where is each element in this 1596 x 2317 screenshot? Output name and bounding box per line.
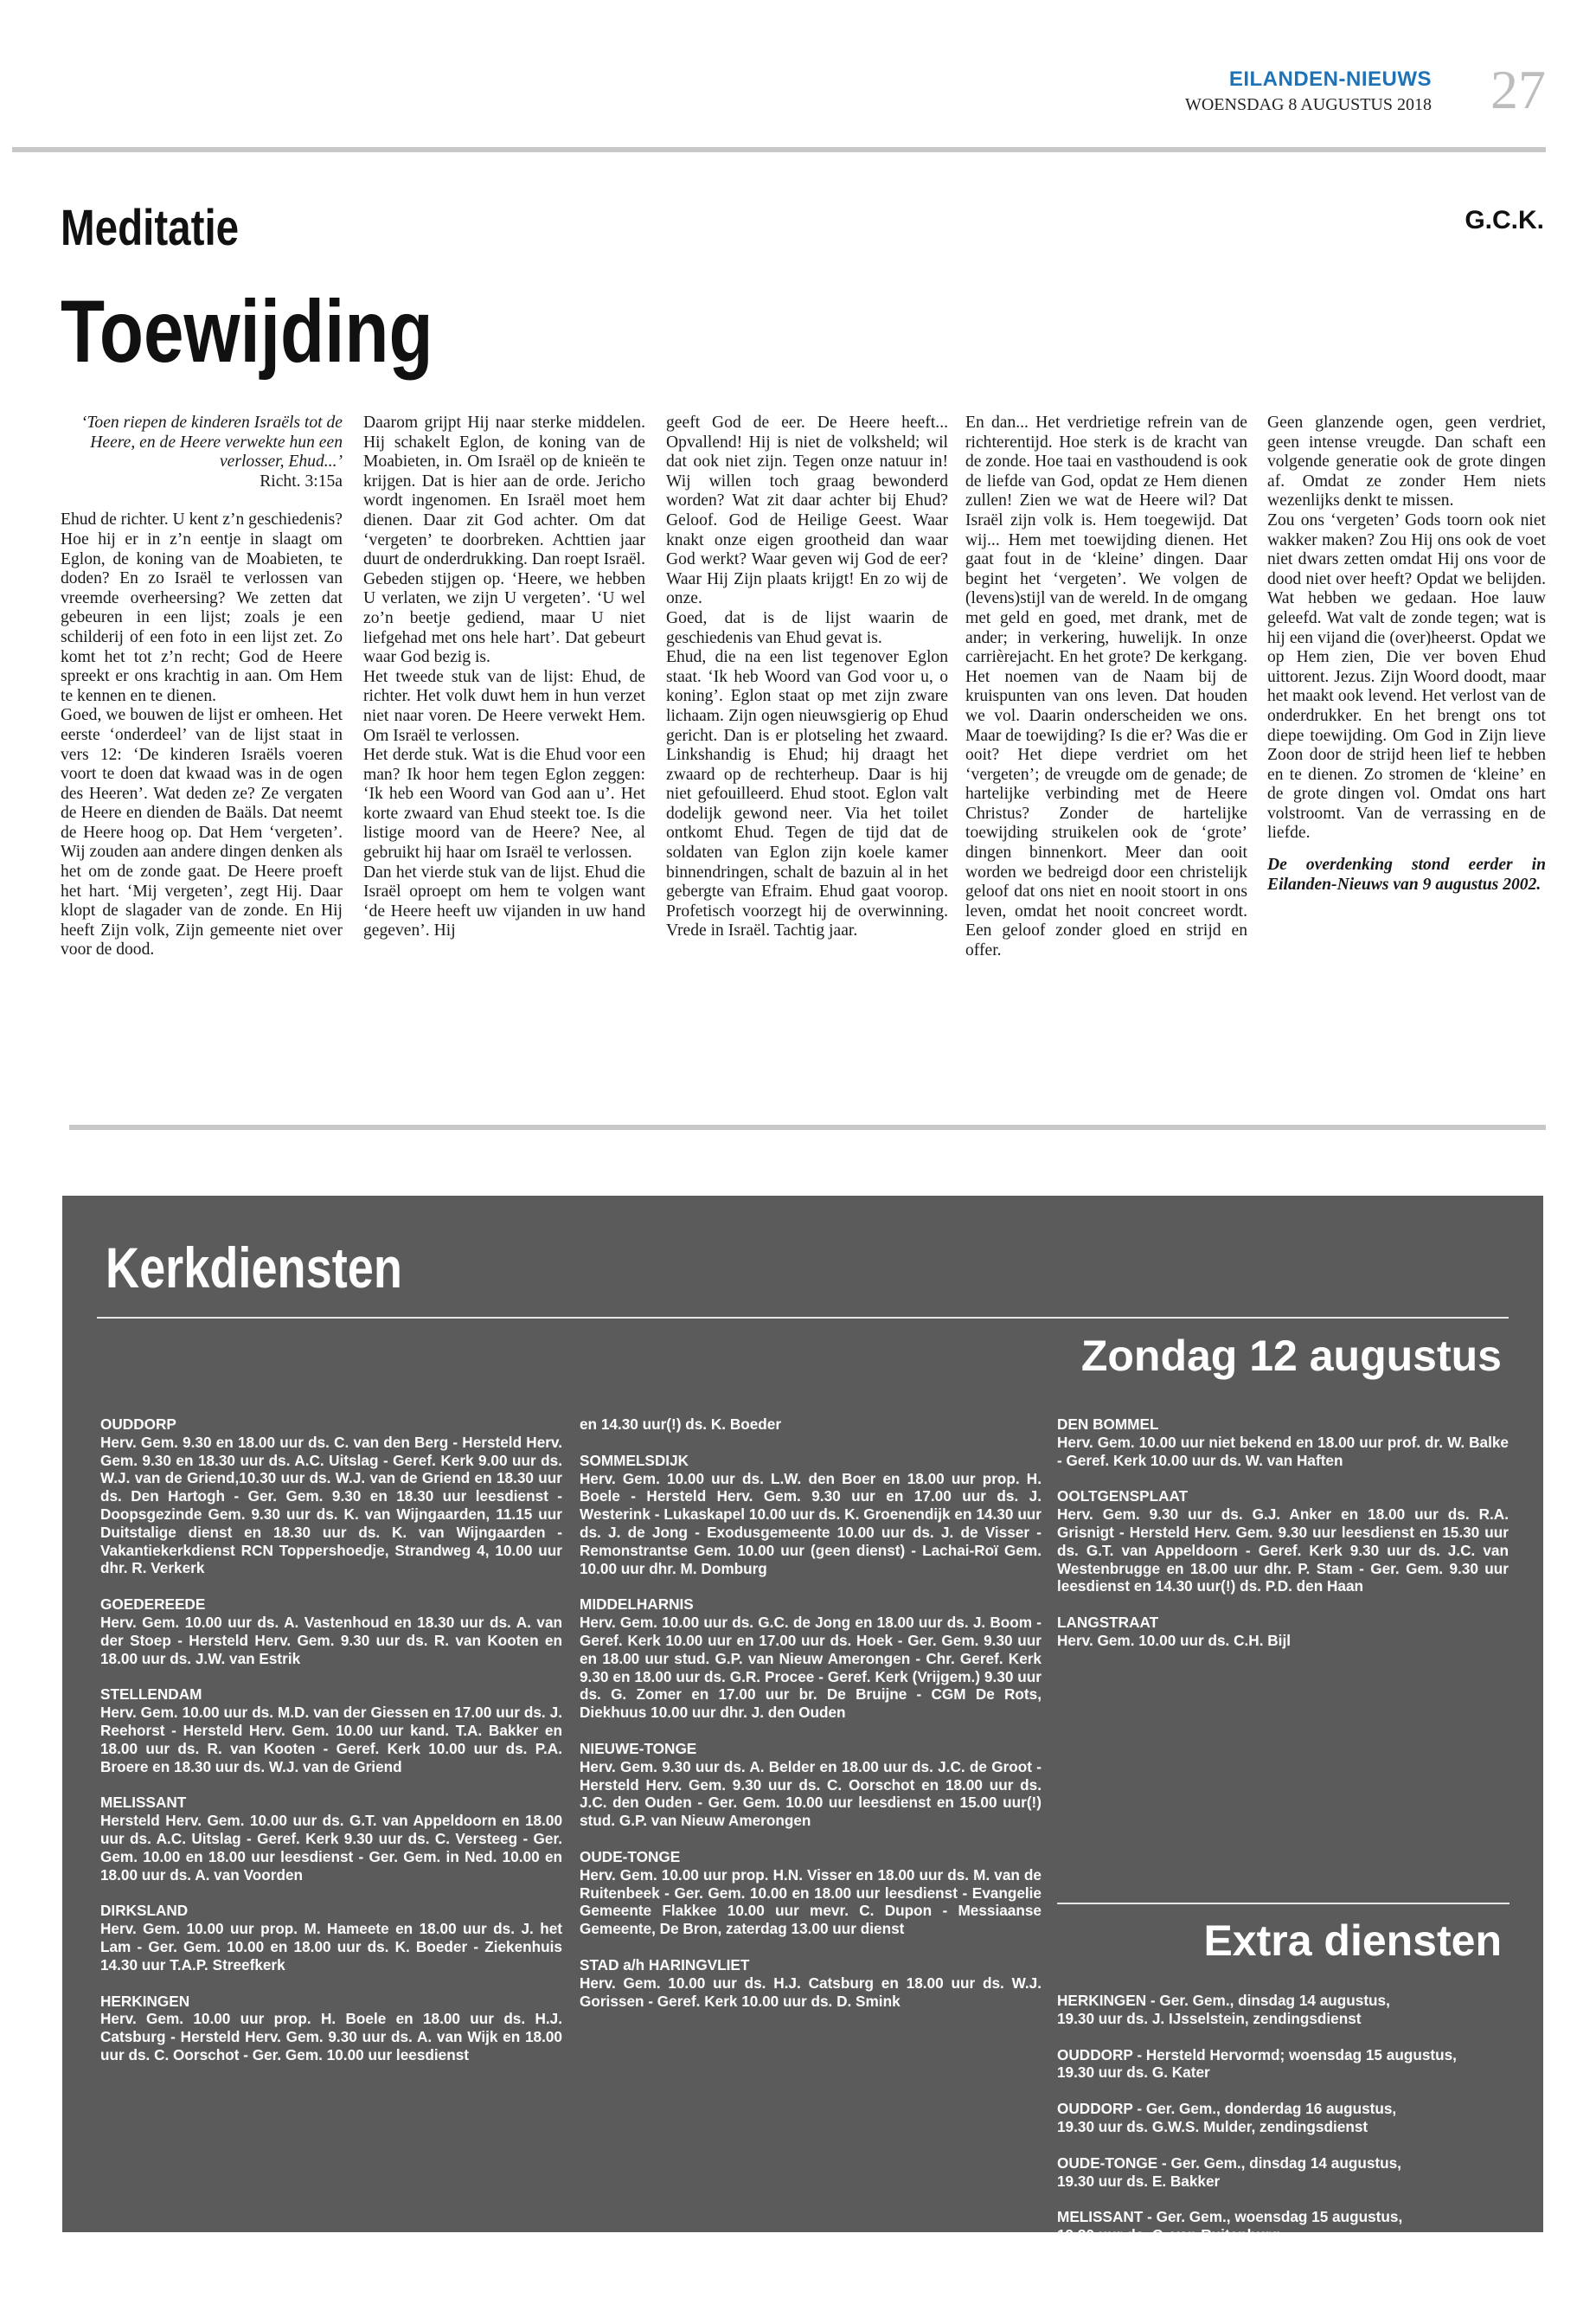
church-services-box — [62, 1196, 1543, 2298]
extra-service-line: OUDE-TONGE - Ger. Gem., dinsdag 14 augustus, — [1057, 2153, 1401, 2172]
place-name: SOMMELSDIJK — [580, 1451, 689, 1469]
article-column-1 — [61, 414, 343, 960]
service-entry — [100, 1993, 562, 2064]
place-name: LANGSTRAAT — [1057, 1614, 1159, 1632]
service-details: Herv. Gem. 9.30 uur ds. G.J. Anker en 18.00 uur ds. R.A. Grisnigt - Hersteld Herv. Gem. 9.30 uur leesdienst en 15.30 uur ds. G.T. van Appeldoorn - Geref. Kerk 9.30 uur ds. J.C. van Westenbrugge en 18.00 uur dhr. P. Stam - Ger. Gem. 9.30 uur leesdienst en 14.30 uur(!) ds. P.D. den Haan — [1057, 1505, 1509, 1595]
place-name: STAD a/h HARINGVLIET — [580, 1955, 750, 1974]
extra-service-line: HERKINGEN - Ger. Gem., dinsdag 14 augustus, — [1057, 1992, 1390, 2009]
service-entry — [100, 1902, 562, 1974]
article-column-5 — [1267, 414, 1546, 895]
section-rubric: Meditatie — [61, 200, 240, 256]
extra-service-line: 19.30 uur ds. G. Kater — [1057, 2063, 1210, 2082]
issue-date: WOENSDAG 8 AUGUSTUS 2018 — [1184, 95, 1432, 114]
extra-service-entry — [1057, 2100, 1509, 2136]
service-details: Herv. Gem. 9.30 en 18.00 uur ds. C. van den Berg - Hersteld Herv. Gem. 9.30 en 18.30 uur ds. A.C. Uitslag - Geref. Kerk 9.00 uur ds. W.J. van de Griend,10.30 uur ds. W.J. van de Griend en 18.30 uur ds. Den Hartogh - Ger. Gem. 9.30 en 18.30 uur leesdienst - Doopsgezinde Gem. 9.30 uur ds. K. van Wijngaarden, 11.15 uur Duitstalige dienst en 18.30 uur ds. K. van Wijngaarden - Vakantiekerkdienst RCN Toppershoedje, Strandweg 4, 10.00 uur dhr. R. Verkerk — [100, 1433, 562, 1577]
service-details: en 14.30 uur(!) ds. K. Boeder — [580, 1415, 782, 1433]
service-entry — [580, 1848, 1042, 1938]
place-name: NIEUWE-TONGE — [580, 1739, 697, 1757]
paragraph: Het tweede stuk van de lijst: Ehud, de richter. Het volk duwt hem in hun verzet niet naar voren. De Heere verwekt Hem. Om Israël te verlossen. — [363, 667, 645, 745]
place-name: HERKINGEN — [100, 1992, 190, 2010]
service-details: Herv. Gem. 10.00 uur ds. L.W. den Boer en 18.00 uur prop. H. Boele - Hersteld Herv. Gem. 9.30 uur en 17.00 uur ds. J. Westerink - Lukaskapel 10.00 uur ds. K. Groenendijk en 14.30 uur ds. J. de Jong - Exodusgemeente 10.00 uur ds. J. de Visser - Remonstrantse Gem. 10.00 uur (geen dienst) - Lachai-Roï Gem. 10.00 uur dhr. M. Domburg — [580, 1469, 1042, 1577]
service-details: Herv. Gem. 9.30 uur ds. A. Belder en 18.00 uur ds. J.C. de Groot - Hersteld Herv. Gem. 9.30 uur ds. C. Oorschot en 18.00 uur ds. J.C. den Ouden - Ger. Gem. 10.00 uur leesdienst en 15.00 uur(!) stud. G.P. van Nieuw Amerongen — [580, 1757, 1042, 1830]
service-details: Herv. Gem. 10.00 uur prop. H. Boele en 18.00 uur ds. H.J. Catsburg - Hersteld Herv. Gem. 9.30 uur ds. A. van Wijk en 18.00 uur ds. C. Oorschot - Ger. Gem. 10.00 uur leesdienst — [100, 2010, 562, 2063]
service-entry — [1057, 1415, 1509, 1469]
paragraph: Ehud de richter. U kent z’n geschiedenis? Hoe hij er in z’n eentje in slaagt om Eglon, de koning van de Moabieten, te doden? En zo Israël te verlossen van vreemde overheersing? We zetten dat gebeuren in een lijst; zoals je een schilderij of een foto in een lijst zet. Zo komt het tot z’n recht; God de Heere spreekt er ons krachtig in aan. Om Hem te kennen en te dienen. — [61, 510, 343, 705]
bible-quote: ‘Toen riepen de kinderen Israëls tot de Heere, en de Heere verwekte hun een verlosser, Ehud...’ — [80, 414, 343, 472]
extra-service-line: 19.30 uur ds. G.W.S. Mulder, zendingsdienst — [1057, 2117, 1368, 2135]
article-column-2 — [363, 414, 645, 941]
paragraph: Goed, dat is de lijst waarin de geschiedenis van Ehud gevat is. — [666, 608, 948, 647]
place-name: DIRKSLAND — [100, 1902, 189, 1920]
service-details: Hersteld Herv. Gem. 10.00 uur ds. G.T. van Appeldoorn en 18.00 uur ds. A.C. Uitslag - Geref. Kerk 9.30 uur ds. C. Versteeg - Ger. Gem. 10.00 en 18.00 uur leesdienst - Ger. Gem. in Ned. 10.00 en 18.00 uur ds. A. van Voorden — [100, 1812, 562, 1884]
sunday-date-heading: Zondag 12 augustus — [1080, 1332, 1502, 1380]
service-entry — [1057, 1614, 1509, 1650]
extra-service-entry — [1057, 2154, 1509, 2191]
section-divider — [69, 1125, 1546, 1130]
extra-rule — [1057, 1903, 1509, 1904]
service-entry — [580, 1452, 1042, 1578]
service-details: Herv. Gem. 10.00 uur ds. C.H. Bijl — [1057, 1631, 1291, 1649]
extra-service-line: MIDDELHARNIS - Ger. Gem., woensdag 15 augustus, — [1057, 2262, 1431, 2280]
service-details: Herv. Gem. 10.00 uur ds. M.D. van der Giessen en 17.00 uur ds. J. Reehorst - Hersteld Herv. Gem. 10.00 uur kand. T.A. Bakker en 18.00 uur ds. R. van Kooten - Geref. Kerk 10.00 uur ds. P.A. Broere en 18.30 uur ds. W.J. van de Griend — [100, 1704, 562, 1775]
service-details: Herv. Gem. 10.00 uur ds. H.J. Catsburg en 18.00 uur ds. W.J. Gorissen - Geref. Kerk 10.00 uur ds. D. Smink — [580, 1974, 1042, 2010]
paragraph: Goed, we bouwen de lijst er omheen. Het eerste ‘onderdeel’ van de lijst staat in vers 12: ‘De kinderen Israëls voeren voort te doen dat kwaad was in de ogen des Heeren’. Wat deden ze? Ze vergaten de Heere en dienden de Baäls. Dat neemt de Heere hoog op. Dat Hem ‘vergeten’. Wij zouden aan andere dingen denken als het om de zonde gaat. De Heere proeft het hart. ‘Mij vergeten’, zegt Hij. Daar klopt de slagader van de zonde. En Hij heeft Zijn volk, Zijn gemeente niet over voor de dood. — [61, 706, 343, 960]
article-column-4 — [965, 414, 1247, 961]
extra-service-entry — [1057, 1992, 1509, 2028]
article-footnote: De overdenking stond eerder in Eilanden-Nieuws van 9 augustus 2002. — [1267, 856, 1546, 894]
paragraph: geeft God de eer. De Heere heeft... Opvallend! Hij is niet de volksheld; wil dat ook niet zijn. Tegen onze natuur in! Wij willen toch graag bewonderd worden? Wat zit daar achter bij Ehud? Geloof. God de Heilige Geest. Waar knakt onze eigen grootheid dan waar God werkt? Waar geven wij God de eer? Waar Hij Zijn plaats krijgt! En zo wij de onze. — [666, 414, 948, 608]
place-name: MIDDELHARNIS — [580, 1595, 694, 1614]
place-name: DEN BOMMEL — [1057, 1415, 1159, 1433]
paragraph: Het derde stuk. Wat is die Ehud voor een man? Ik hoor hem tegen Eglon zeggen: ‘Ik heb een Woord van God aan u’. Het korte zwaard van Ehud steekt toe. Is die listige moord van de Heere? Nee, al gebruikt hij haar om Israël te verlossen. — [363, 746, 645, 863]
services-column-2 — [580, 1415, 1042, 2028]
service-entry — [580, 1740, 1042, 1830]
service-entry — [100, 1685, 562, 1775]
service-entry — [100, 1595, 562, 1667]
extra-service-entry — [1057, 2262, 1509, 2299]
newspaper-logo: EILANDEN-NIEUWS — [1228, 67, 1432, 91]
place-name: OOLTGENSPLAAT — [1057, 1487, 1189, 1505]
page-number: 27 — [1490, 59, 1546, 120]
service-details: Herv. Gem. 10.00 uur prop. M. Hameete en 18.00 uur ds. J. het Lam - Ger. Gem. 10.00 en 18.00 uur ds. K. Boeder - Ziekenhuis 14.30 uur T.A.P. Streefkerk — [100, 1920, 562, 1974]
place-name: MELISSANT — [100, 1794, 187, 1812]
services-column-3 — [1057, 1415, 1509, 1668]
service-details: Herv. Gem. 10.00 uur ds. A. Vastenhoud en 18.30 uur ds. A. van der Stoep - Hersteld Herv. Gem. 9.30 uur ds. R. van Kooten en 18.00 uur ds. J.W. van Estrik — [100, 1613, 562, 1667]
extra-service-line: MELISSANT - Ger. Gem., woensdag 15 augustus, — [1057, 2208, 1403, 2226]
extra-service-line: OUDDORP - Hersteld Hervormd; woensdag 15 augustus, — [1057, 2045, 1457, 2063]
extra-service-line: 19.30 uur ds. C. van Ruitenburg — [1057, 2226, 1280, 2244]
paragraph: Daarom grijpt Hij naar sterke middelen. Hij schakelt Eglon, de koning van de Moabieten, in. Om Israël op de knieën te krijgen. Dat is hier aan de orde. Jericho wordt ingenomen. En Israël moet hem dienen. Daar zit God achter. Om dat ‘vergeten’ te doorbreken. Achttien jaar duurt de onderdrukking. Dan roept Israël. Gebeden stijgen op. ‘Heere, we hebben U verlaten, we zijn U vergeten’. ‘U wel zo’n beetje gediend, maar U niet liefgehad met ons hele hart’. Dat gebeurt waar God bezig is. — [363, 414, 645, 667]
paragraph: En dan... Het verdrietige refrein van de richterentijd. Hoe sterk is de kracht van de zonde. Hoe taai en vasthoudend is ook de liefde van God, opdat ze Hem dienen zullen! Zien we wat de Heere wil? Dat Israël zijn volk is. Hem toegewijd. Dat wij... Hem met toewijding dienen. Het gaat fout in de ‘kleine’ dingen. Daar begint het ‘vergeten’. We volgen de (levens)stijl van de wereld. In de omgang met geld en goed, met drank, met de ander; in verkering, huwelijk. In onze carrièrejacht. En het grote? De kerkgang. Het noemen van de Naam bij de kruispunten van ons leven. Dat houden we vol. Daarin onderscheiden we ons. Maar de toewijding? Is die er? Was die er ooit? Het diepe verdriet om het ‘vergeten’; de vreugde om de genade; de hartelijke verbinding met de Heere Christus? Zonder de hartelijke toewijding struikelen ook de ‘grote’ dingen binnenkort. Meer dan ooit worden we bedreigd door een christelijk geloof dat ons niet en nooit stoort in ons leven, omdat het nooit concreet wordt. Een geloof zonder gloed en strijd en offer. — [965, 414, 1247, 960]
extra-service-line: 19.30 uur ds. H. Hofman — [1057, 2280, 1227, 2298]
service-details: Herv. Gem. 10.00 uur prop. H.N. Visser en 18.00 uur ds. M. van de Ruitenbeek - Ger. Gem. 10.00 en 18.00 uur leesdienst - Evangelie Gemeente Flakkee 10.00 uur mevr. C. Dupon - Messiaanse Gemeente, De Bron, zaterdag 13.00 uur dienst — [580, 1865, 1042, 1938]
place-name: STELLENDAM — [100, 1685, 202, 1704]
extra-service-line: 19.30 uur ds. E. Bakker — [1057, 2172, 1221, 2190]
service-entry — [100, 1415, 562, 1577]
place-name: GOEDEREEDE — [100, 1595, 206, 1614]
paragraph: Zou ons ‘vergeten’ Gods toorn ook niet wakker maken? Zou Hij ons ook de voet niet dwars zetten omdat Hij ons voor de dood niet over heeft? Opdat we belijden. Wat hebben we gedaan. Hoe lauw geleefd. Wat valt de zonde tegen; wat is hij een vijand die (over)heerst. Opdat we op Hem zien, Die ver boven Ehud uittorent. Jezus. Zijn Woord doodt, maar het maakt ook levend. Het verlost van de onderdrukker. En het brengt ons tot diepe toewijding. Om God in Zijn lieve Zoon door de strijd heen lief te hebben en te dienen. Zo stromen de ‘kleine’ en de grote dingen vol. Omdat ons hart volstroomt. Van de verrassing en de liefde. — [1267, 510, 1546, 843]
paragraph: Ehud, die na een list tegenover Eglon staat. ‘Ik heb Woord van God voor u, o koning’. Eglon staat op met zijn zware lichaam. Zijn ogen nieuwsgierig op Ehud gericht. Dan is er plotseling het zwaard. Linkshandig is Ehud; hij draagt het zwaard op de rechterheup. Daar is hij niet gefouilleerd. Ehud stoot. Eglon valt dodelijk gewond neer. Via het toilet ontkomt Ehud. Tegen de tijd dat de soldaten van Eglon zijn koele kamer binnendringen, schalt de bazuin al in het gebergte van Efraim. Ehud gaat voorop. Profetisch voorzegt hij de overwinning. Vrede in Israël. Tachtig jaar. — [666, 648, 948, 940]
service-entry — [100, 1794, 562, 1884]
extra-service-entry — [1057, 2046, 1509, 2083]
extra-service-line: 19.30 uur ds. J. IJsselstein, zendingsdienst — [1057, 2009, 1362, 2027]
paragraph: Dan het vierde stuk van de lijst. Ehud die Israël oproept om hem te volgen want ‘de Heere heeft uw vijanden in uw hand gegeven’. Hij — [363, 863, 645, 940]
extra-services-list — [1057, 1992, 1509, 2317]
article-headline: Toewijding — [61, 282, 433, 381]
service-entry — [580, 1595, 1042, 1722]
author-initials: G.C.K. — [1465, 206, 1544, 234]
services-column-1 — [100, 1415, 562, 2083]
bible-reference: Richt. 3:15a — [260, 472, 343, 491]
extra-services-heading: Extra diensten — [1203, 1916, 1502, 1965]
service-details: Herv. Gem. 10.00 uur niet bekend en 18.00 uur prof. dr. W. Balke - Geref. Kerk 10.00 uur ds. W. van Haften — [1057, 1433, 1509, 1469]
paragraph: Geen glanzende ogen, geen verdriet, geen intense vreugde. Dan schaft een volgende generatie ook de grote dingen af. Omdat ze zonder Hem niets wezenlijks denkt te missen. — [1267, 414, 1546, 510]
extra-service-entry — [1057, 2208, 1509, 2244]
place-name: OUDDORP — [100, 1415, 176, 1433]
title-rule — [97, 1317, 1509, 1319]
church-services-title: Kerkdiensten — [106, 1236, 402, 1300]
top-divider — [12, 147, 1546, 152]
extra-service-line: OUDDORP - Ger. Gem., donderdag 16 augustus, — [1057, 2100, 1397, 2118]
service-entry — [580, 1415, 1042, 1434]
article-column-3 — [666, 414, 948, 941]
service-details: Herv. Gem. 10.00 uur ds. G.C. de Jong en 18.00 uur ds. J. Boom - Geref. Kerk 10.00 uur en 17.00 uur ds. Hoek - Ger. Gem. 9.30 uur en 18.00 uur stud. G.P. van Nieuw Amerongen - Chr. Geref. Kerk 9.30 en 18.00 uur ds. G.R. Procee - Geref. Kerk (Vrijgem.) 9.30 uur ds. G. Zomer en 17.00 uur br. De Bruijne - CGM De Rots, Diekhuus 10.00 uur dhr. J. den Ouden — [580, 1614, 1042, 1722]
service-entry — [580, 1956, 1042, 2010]
service-entry — [1057, 1487, 1509, 1595]
place-name: OUDE-TONGE — [580, 1847, 681, 1865]
